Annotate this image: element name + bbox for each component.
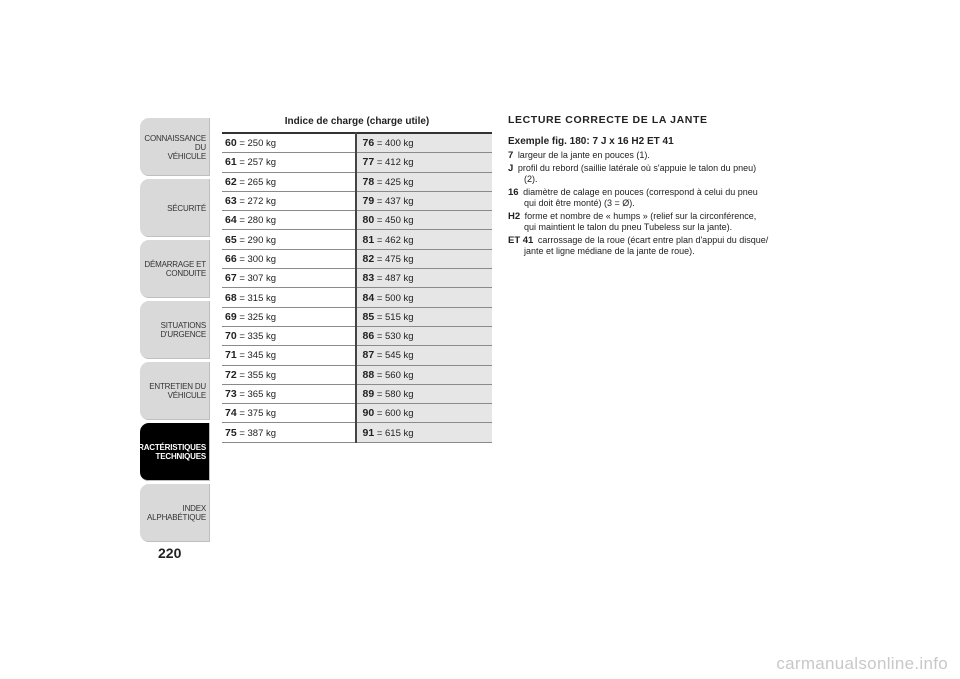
load-value: = 265 kg [239, 176, 277, 188]
sidebar-item-label: CARACTÉRISTIQUES TECHNIQUES [126, 443, 206, 461]
load-cell-right [356, 326, 493, 345]
sidebar-item-securite[interactable] [140, 179, 210, 237]
load-value: = 615 kg [376, 427, 414, 439]
load-cell-right [356, 191, 493, 210]
load-cell-left [222, 326, 356, 345]
load-cell-left [222, 404, 356, 423]
load-index: 69 [225, 310, 237, 323]
load-index: 64 [225, 214, 237, 227]
load-value: = 290 kg [239, 234, 277, 246]
definition-item [508, 187, 770, 209]
load-value: = 250 kg [239, 138, 277, 150]
load-value: = 412 kg [376, 157, 414, 169]
load-cell-right [356, 404, 493, 423]
load-cell-left [222, 153, 356, 172]
load-value: = 515 kg [376, 311, 414, 323]
sidebar-item-label: SÉCURITÉ [167, 203, 206, 213]
load-cell-right [356, 384, 493, 403]
load-cell-left [222, 346, 356, 365]
load-index: 63 [225, 195, 237, 208]
load-index: 73 [225, 388, 237, 400]
page-number: 220 [158, 545, 182, 561]
load-value: = 545 kg [376, 350, 414, 362]
load-cell-right [356, 172, 493, 191]
sidebar-item-label: INDEX ALPHABÉTIQUE [147, 504, 206, 522]
load-index: 87 [362, 349, 375, 362]
load-cell-left [222, 249, 356, 268]
definition-text: profil du rebord (saillie latérale où s'appuie le talon du pneu) (2). [517, 163, 757, 184]
load-index: 83 [362, 272, 375, 285]
table-row [222, 423, 492, 442]
sidebar-item-demarrage-et-conduite[interactable] [140, 240, 210, 298]
table-row [222, 404, 492, 423]
load-index: 85 [362, 310, 375, 323]
load-index: 89 [362, 388, 375, 400]
load-index: 82 [362, 252, 375, 265]
load-value: = 600 kg [376, 408, 414, 420]
load-cell-right [356, 133, 493, 153]
load-index: 60 [225, 137, 237, 150]
sidebar-item-label: SITUATIONS D'URGENCE [160, 321, 206, 339]
definition-text: largeur de la jante en pouces (1). [517, 150, 650, 160]
load-cell-left [222, 307, 356, 326]
load-cell-right [356, 269, 493, 288]
load-index: 66 [225, 252, 237, 265]
sidebar-item-index-alphabetique[interactable] [140, 484, 210, 542]
load-cell-right [356, 249, 493, 268]
load-cell-left [222, 230, 356, 249]
load-cell-left [222, 423, 356, 442]
definition-text: carrossage de la roue (écart entre plan d'appui du disque/ jante et ligne médiane de la jante de roue). [524, 235, 769, 256]
load-index: 86 [362, 330, 375, 343]
table-row [222, 191, 492, 210]
load-index: 80 [362, 214, 375, 227]
table-row [222, 249, 492, 268]
load-value: = 307 kg [239, 273, 277, 285]
definition-item [508, 211, 770, 233]
definition-term: H2 [508, 211, 521, 222]
table-row [222, 326, 492, 345]
load-value: = 487 kg [376, 273, 414, 285]
load-index: 78 [362, 175, 375, 188]
load-cell-right [356, 288, 493, 307]
load-index-table [222, 132, 492, 443]
table-row [222, 269, 492, 288]
definition-term: ET 41 [508, 235, 534, 246]
load-value: = 257 kg [239, 157, 277, 169]
load-index: 71 [225, 349, 237, 362]
load-value: = 580 kg [376, 389, 414, 400]
load-index: 68 [225, 291, 237, 304]
table-row [222, 307, 492, 326]
load-value: = 280 kg [239, 215, 277, 227]
sidebar-item-label: DÉMARRAGE ET CONDUITE [144, 260, 206, 278]
load-value: = 475 kg [376, 253, 414, 265]
table-row [222, 384, 492, 403]
load-cell-right [356, 365, 493, 384]
definition-text: diamètre de calage en pouces (correspond à celui du pneu qui doit être monté) (3 = Ø). [523, 187, 758, 208]
load-cell-left [222, 172, 356, 191]
sidebar-item-label: CONNAISSANCE DU VÉHICULE [144, 133, 206, 161]
table-row [222, 288, 492, 307]
load-index: 65 [225, 233, 237, 246]
definition-text: forme et nombre de « humps » (relief sur la circonférence, qui maintient le talon du pneu Tubeless sur la jante). [524, 211, 757, 232]
table-row [222, 230, 492, 249]
load-index: 88 [362, 368, 375, 381]
watermark: carmanualsonline.info [776, 654, 948, 673]
load-value: = 365 kg [239, 389, 277, 400]
table-row [222, 133, 492, 153]
load-index: 61 [225, 156, 237, 169]
section-title: LECTURE CORRECTE DE LA JANTE [508, 114, 708, 126]
load-value: = 425 kg [376, 176, 414, 188]
sidebar-item-entretien-du-vehicule[interactable] [140, 362, 210, 420]
definition-item [508, 163, 770, 185]
sidebar-item-caracteristiques-techniques[interactable] [126, 423, 210, 481]
load-cell-right [356, 211, 493, 230]
definition-item [508, 235, 770, 257]
sidebar-item-connaissance-du-vehicule[interactable] [140, 118, 210, 176]
load-value: = 315 kg [239, 292, 277, 304]
load-value: = 560 kg [376, 369, 414, 381]
table-row [222, 365, 492, 384]
definition-term: J [508, 163, 514, 174]
load-cell-left [222, 191, 356, 210]
load-value: = 500 kg [376, 292, 414, 304]
load-index: 70 [225, 330, 237, 343]
load-index: 84 [362, 291, 375, 304]
load-index: 72 [225, 368, 237, 381]
load-value: = 462 kg [376, 234, 414, 246]
load-index: 81 [362, 233, 375, 246]
load-value: = 355 kg [239, 369, 277, 381]
load-cell-left [222, 365, 356, 384]
load-value: = 400 kg [376, 138, 414, 150]
load-cell-left [222, 384, 356, 403]
definition-term: 7 [508, 150, 514, 161]
load-value: = 300 kg [239, 253, 277, 265]
load-cell-right [356, 230, 493, 249]
load-value: = 272 kg [239, 196, 277, 208]
example-title: Exemple fig. 180: 7 J x 16 H2 ET 41 [508, 136, 674, 147]
load-index: 91 [362, 426, 375, 439]
load-value: = 530 kg [376, 331, 414, 343]
load-value: = 345 kg [239, 350, 277, 362]
definition-term: 16 [508, 187, 519, 198]
table-row [222, 153, 492, 172]
load-value: = 437 kg [376, 196, 414, 208]
load-table-title: Indice de charge (charge utile) [284, 116, 430, 127]
load-index: 77 [362, 156, 375, 169]
load-index: 79 [362, 195, 375, 208]
load-cell-left [222, 211, 356, 230]
table-row [222, 211, 492, 230]
load-index: 67 [225, 272, 237, 285]
sidebar-item-situations-d-urgence[interactable] [140, 301, 210, 359]
load-cell-right [356, 307, 493, 326]
rim-reading-section [508, 114, 770, 259]
load-cell-left [222, 288, 356, 307]
load-index: 74 [225, 407, 237, 420]
table-row [222, 346, 492, 365]
load-index: 76 [362, 137, 375, 150]
load-value: = 387 kg [239, 427, 277, 439]
chapter-sidebar [126, 118, 210, 545]
definition-item [508, 150, 770, 161]
load-value: = 375 kg [239, 408, 277, 420]
load-index: 90 [362, 407, 375, 420]
load-value: = 325 kg [239, 311, 277, 323]
load-value: = 450 kg [376, 215, 414, 227]
sidebar-item-label: ENTRETIEN DU VÉHICULE [149, 382, 206, 400]
load-cell-right [356, 423, 493, 442]
load-cell-right [356, 346, 493, 365]
load-cell-right [356, 153, 493, 172]
load-value: = 335 kg [239, 331, 277, 343]
table-row [222, 172, 492, 191]
load-cell-left [222, 269, 356, 288]
load-index: 75 [225, 426, 237, 439]
load-cell-left [222, 133, 356, 153]
load-index: 62 [225, 175, 237, 188]
